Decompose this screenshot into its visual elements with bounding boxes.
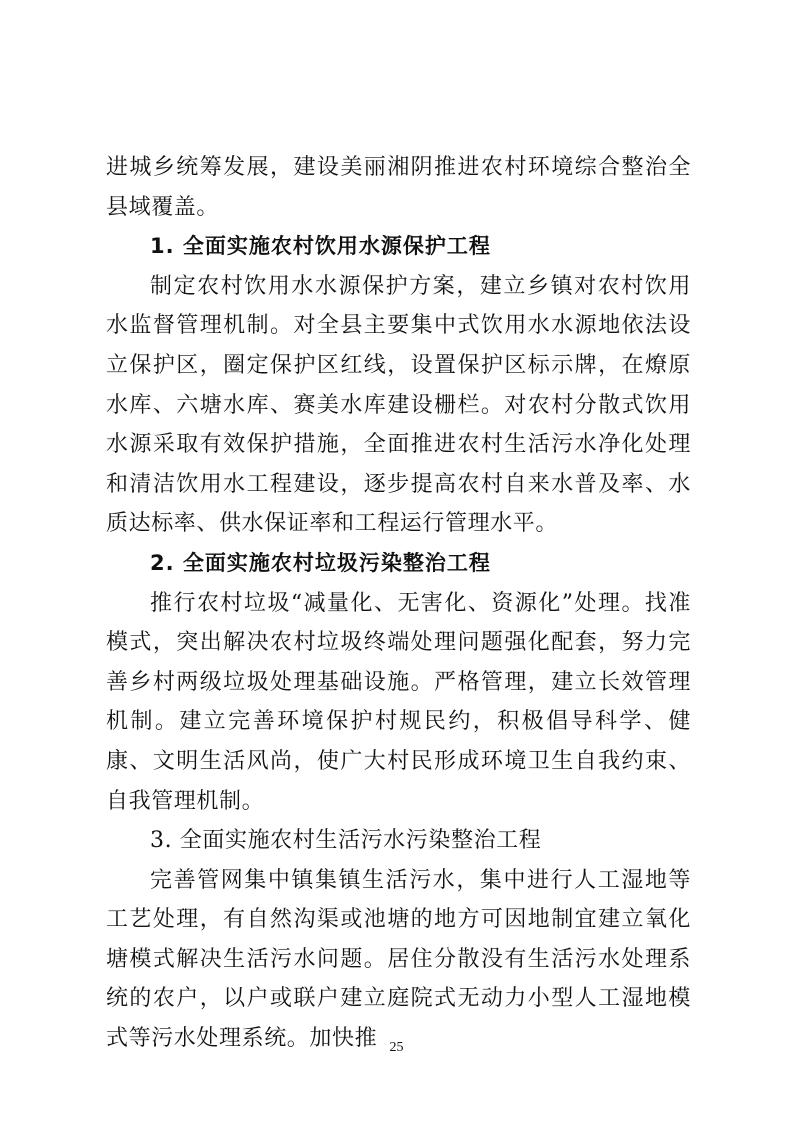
page-number: 25 [389, 1040, 404, 1055]
section-heading-1: 1. 全面实施农村饮用水源保护工程 [150, 234, 491, 259]
document-page [106, 148, 691, 1059]
section-body-2: 推行农村垃圾“减量化、无害化、资源化”处理。找准模式，突出解决农村垃圾终端处理问题强化配套，努力完善乡村两级垃圾处理基础设施。严格管理，建立长效管理机制。建立完善环境保护村规民约，积极倡导科学、健康、文明生活风尚，使广大村民形成环境卫生自我约束、自我管理机制。 [106, 590, 691, 814]
section-body-1: 制定农村饮用水水源保护方案，建立乡镇对农村饮用水监督管理机制。对全县主要集中式饮用水水源地依法设立保护区，圈定保护区红线，设置保护区标示牌，在燎原水库、六塘水库、赛美水库建设栅栏。对农村分散式饮用水源采取有效保护措施，全面推进农村生活污水净化处理和清洁饮用水工程建设，逐步提高农村自来水普及率、水质达标率、供水保证率和工程运行管理水平。 [106, 273, 691, 537]
section-heading-2: 2. 全面实施农村垃圾污染整治工程 [150, 550, 491, 575]
section-heading-3: 3. 全面实施农村生活污水污染整治工程 [150, 828, 542, 854]
section-body-3: 完善管网集中镇集镇生活污水，集中进行人工湿地等工艺处理，有自然沟渠或池塘的地方可因地制宜建立氧化塘模式解决生活污水问题。居住分散没有生活污水处理系统的农户，以户或联户建立庭院式无动力小型人工湿地模式等污水处理系统。加快推 [106, 867, 691, 1052]
continuation-paragraph: 进城乡统筹发展，建设美丽湘阴推进农村环境综合整治全县域覆盖。 [106, 155, 691, 220]
